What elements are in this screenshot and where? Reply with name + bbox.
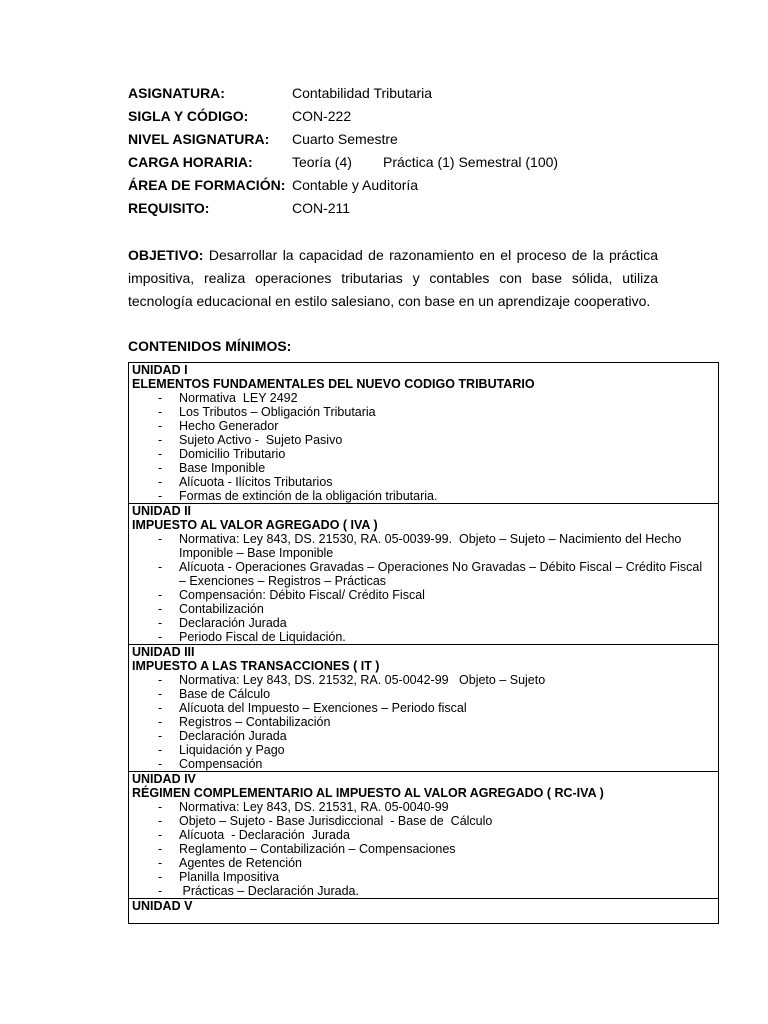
list-item-text: Contabilización	[179, 602, 264, 616]
list-item-text: Hecho Generador	[179, 419, 279, 433]
list-item-text: Alícuota - Ilícitos Tributarios	[179, 475, 333, 489]
list-item-text: Agentes de Retención	[179, 856, 303, 870]
dash-bullet: -	[158, 602, 163, 616]
dash-bullet: -	[158, 884, 163, 898]
info-row-carga	[128, 153, 558, 176]
list-item-text: Base Imponible	[179, 461, 266, 475]
list-item-text: Reglamento – Contabilización – Compensaciones	[179, 842, 456, 856]
unit-items-list	[132, 673, 718, 771]
list-item	[132, 588, 718, 602]
dash-bullet: -	[158, 588, 163, 602]
dash-bullet: -	[158, 447, 163, 461]
unit-label: UNIDAD V	[132, 899, 193, 913]
dash-bullet: -	[158, 391, 163, 405]
unit-title: RÉGIMEN COMPLEMENTARIO AL IMPUESTO AL VALOR AGREGADO ( RC-IVA )	[132, 786, 604, 800]
list-item-text: Planilla Impositiva	[179, 870, 280, 884]
dash-bullet: -	[158, 560, 163, 574]
contenidos-title: CONTENIDOS MÍNIMOS:	[128, 338, 292, 354]
dash-bullet: -	[158, 715, 163, 729]
info-label: REQUISITO:	[128, 200, 210, 216]
dash-bullet: -	[158, 856, 163, 870]
list-item-text: Liquidación y Pago	[179, 743, 285, 757]
list-item-text: Compensación: Débito Fiscal/ Crédito Fiscal	[179, 588, 425, 602]
unit-items-list	[132, 532, 718, 644]
dash-bullet: -	[158, 532, 163, 546]
dash-bullet: -	[158, 630, 163, 644]
list-item	[132, 814, 718, 828]
unit-label: UNIDAD II	[132, 504, 192, 518]
list-item-text: Normativa: Ley 843, DS. 21532, RA. 05-0042-99 Objeto – Sujeto	[179, 673, 546, 687]
list-item-text: Alícuota - Declaración Jurada	[179, 828, 350, 842]
info-row-sigla	[128, 107, 558, 130]
list-item-text: Los Tributos – Obligación Tributaria	[179, 405, 376, 419]
info-label: ASIGNATURA:	[128, 85, 225, 101]
list-item-text: Declaración Jurada	[179, 616, 287, 630]
list-item-text: Alícuota del Impuesto – Exenciones – Periodo fiscal	[179, 701, 467, 715]
unit-label: UNIDAD IV	[132, 772, 196, 786]
list-item-text: Normativa: Ley 843, DS. 21531, RA. 05-0040-99	[179, 800, 449, 814]
list-item	[132, 800, 718, 814]
dash-bullet: -	[158, 743, 163, 757]
list-item	[132, 405, 718, 419]
list-item-text: Prácticas – Declaración Jurada.	[179, 884, 359, 898]
dash-bullet: -	[158, 419, 163, 433]
dash-bullet: -	[158, 828, 163, 842]
list-item	[132, 856, 718, 870]
unit-title: ELEMENTOS FUNDAMENTALES DEL NUEVO CODIGO TRIBUTARIO	[132, 377, 535, 391]
list-item-text: Periodo Fiscal de Liquidación.	[179, 630, 346, 644]
carga-teoria: Teoría (4)	[292, 154, 352, 170]
objetivo-label: OBJETIVO:	[128, 247, 204, 263]
list-item	[132, 489, 718, 503]
dash-bullet: -	[158, 814, 163, 828]
list-item	[132, 715, 718, 729]
list-item	[132, 461, 718, 475]
objetivo-text: Desarrollar la capacidad de razonamiento en el proceso de la práctica impositiva, realiza operaciones tributarias y contables con base sólida, utiliza tecnología educacional en estilo salesiano, con base en un aprendizaje cooperativo.	[128, 247, 659, 309]
list-item	[132, 419, 718, 433]
list-item	[132, 433, 718, 447]
dash-bullet: -	[158, 461, 163, 475]
unit-title: IMPUESTO A LAS TRANSACCIONES ( IT )	[132, 659, 380, 673]
list-item-text: Formas de extinción de la obligación tributaria.	[179, 489, 438, 503]
unit-section	[129, 363, 718, 503]
list-item-text: Objeto – Sujeto - Base Jurisdiccional - Base de Cálculo	[179, 814, 493, 828]
dash-bullet: -	[158, 687, 163, 701]
unit-label: UNIDAD I	[132, 363, 188, 377]
info-value: CON-222	[292, 108, 352, 124]
info-label: SIGLA Y CÓDIGO:	[128, 108, 249, 124]
list-item	[132, 687, 718, 701]
list-item-text: Compensación	[179, 757, 263, 771]
info-value: CON-211	[292, 200, 351, 216]
dash-bullet: -	[158, 800, 163, 814]
units-table	[128, 362, 719, 924]
list-item-text: Normativa LEY 2492	[179, 391, 298, 405]
info-label: NIVEL ASIGNATURA:	[128, 131, 270, 147]
list-item	[132, 447, 718, 461]
unit-label: UNIDAD III	[132, 645, 195, 659]
list-item	[132, 870, 718, 884]
unit-section	[129, 771, 718, 898]
list-item-text: Base de Cálculo	[179, 687, 271, 701]
info-value: Cuarto Semestre	[292, 131, 398, 147]
unit-section	[129, 898, 718, 923]
list-item	[132, 701, 718, 715]
list-item-text: Sujeto Activo - Sujeto Pasivo	[179, 433, 343, 447]
list-item	[132, 729, 718, 743]
course-info	[128, 84, 558, 222]
carga-practica: Práctica (1) Semestral (100)	[383, 154, 559, 170]
list-item	[132, 560, 718, 588]
info-row-nivel	[128, 130, 558, 153]
info-value: Contabilidad Tributaria	[292, 85, 433, 101]
unit-title: IMPUESTO AL VALOR AGREGADO ( IVA )	[132, 518, 378, 532]
list-item	[132, 475, 718, 489]
dash-bullet: -	[158, 757, 163, 771]
list-item	[132, 828, 718, 842]
unit-items-list	[132, 800, 718, 898]
list-item	[132, 532, 718, 560]
unit-section	[129, 503, 718, 644]
dash-bullet: -	[158, 673, 163, 687]
info-value: Contable y Auditoría	[292, 177, 419, 193]
unit-items-list	[132, 391, 718, 503]
objetivo-paragraph	[128, 244, 658, 313]
dash-bullet: -	[158, 475, 163, 489]
list-item	[132, 391, 718, 405]
list-item	[132, 842, 718, 856]
list-item-text: Normativa: Ley 843, DS. 21530, RA. 05-0039-99. Objeto – Sujeto – Nacimiento del Hecho Imponible – Base Imponible	[179, 532, 685, 560]
info-row-requisito	[128, 199, 558, 222]
dash-bullet: -	[158, 405, 163, 419]
info-row-area	[128, 176, 558, 199]
list-item	[132, 757, 718, 771]
dash-bullet: -	[158, 729, 163, 743]
dash-bullet: -	[158, 701, 163, 715]
info-label: CARGA HORARIA:	[128, 154, 253, 170]
list-item	[132, 630, 718, 644]
list-item	[132, 673, 718, 687]
list-item-text: Alícuota - Operaciones Gravadas – Operaciones No Gravadas – Débito Fiscal – Crédito Fiscal – Exenciones – Registros – Prácticas	[179, 560, 706, 588]
list-item	[132, 602, 718, 616]
list-item-text: Declaración Jurada	[179, 729, 287, 743]
info-row-asignatura	[128, 84, 558, 107]
dash-bullet: -	[158, 433, 163, 447]
info-label: ÁREA DE FORMACIÓN:	[128, 177, 286, 193]
list-item	[132, 743, 718, 757]
dash-bullet: -	[158, 842, 163, 856]
list-item-text: Domicilio Tributario	[179, 447, 286, 461]
unit-section	[129, 644, 718, 771]
dash-bullet: -	[158, 870, 163, 884]
list-item	[132, 884, 718, 898]
list-item-text: Registros – Contabilización	[179, 715, 331, 729]
info-value	[292, 153, 558, 176]
list-item	[132, 616, 718, 630]
dash-bullet: -	[158, 616, 163, 630]
dash-bullet: -	[158, 489, 163, 503]
